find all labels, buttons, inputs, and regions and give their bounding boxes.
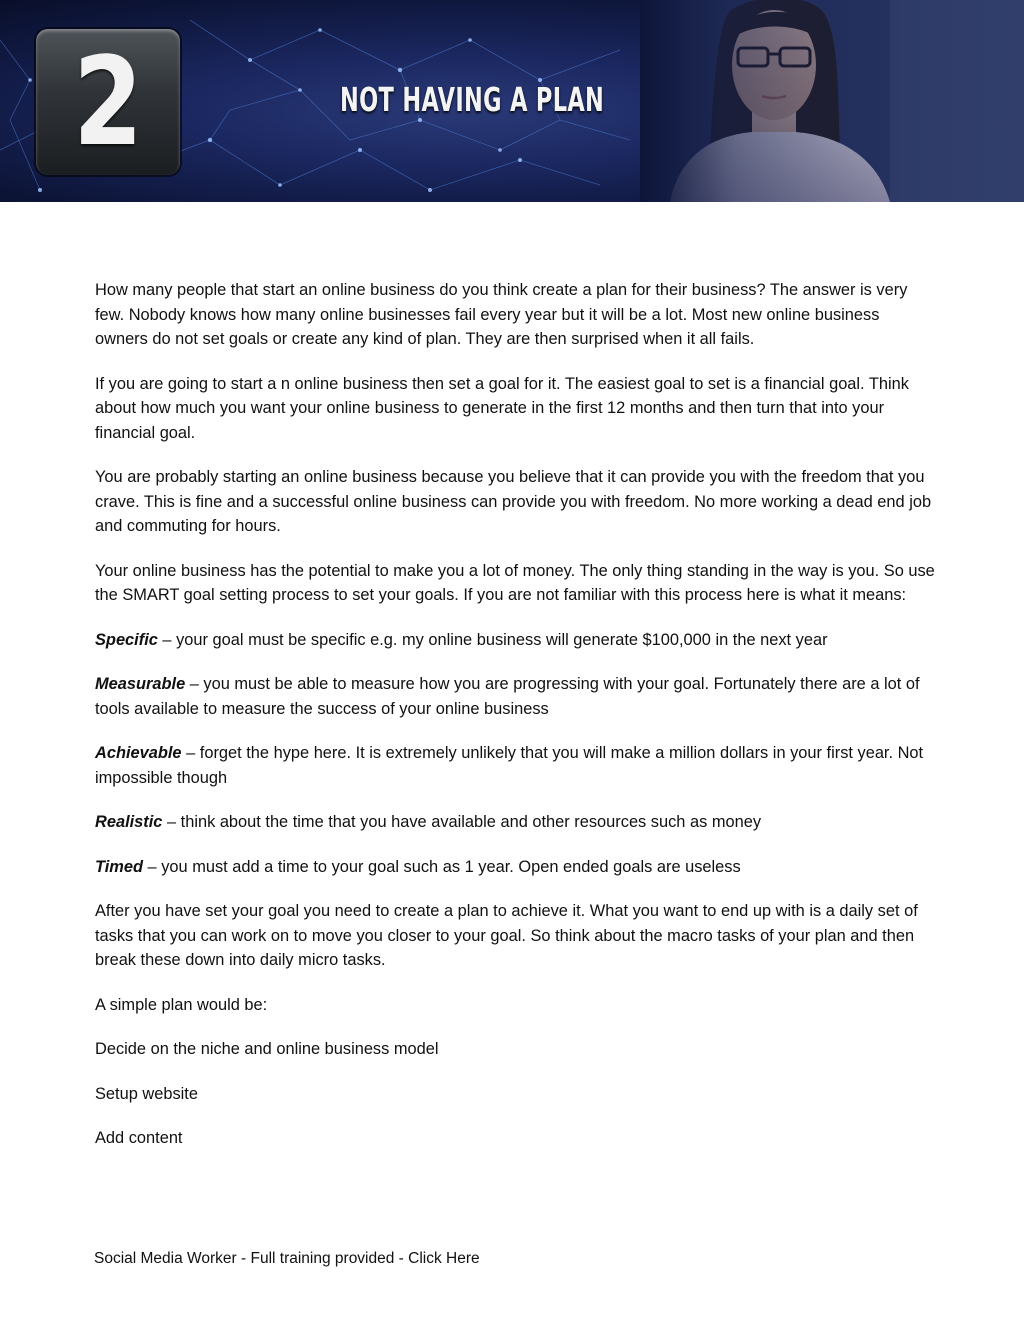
smart-description: – forget the hype here. It is extremely unlikely that you will make a million dollars in your first year. Not impossible though	[95, 744, 924, 787]
smart-term: Specific	[95, 630, 158, 649]
paragraph: Your online business has the potential to make you a lot of money. The only thing standing in the way is you. So use the SMART goal setting process to set your goals. If you are not familiar with this process here is what it means:	[95, 561, 935, 604]
plan-step: Add content	[95, 1129, 183, 1147]
smart-item-specific	[95, 628, 935, 653]
smart-item-timed	[95, 855, 935, 880]
banner-title: NOT HAVING A PLAN	[340, 80, 605, 119]
paragraph: How many people that start an online business do you think create a plan for their business? The answer is very few. Nobody knows how many online businesses fail every year but it will be a lot. Most new online business owners do not set goals or create any kind of plan. They are then surprised when it all fails.	[95, 281, 908, 348]
paragraph: After you have set your goal you need to create a plan to achieve it. What you want to end up with is a daily set of tasks that you can work on to move you closer to your goal. So think about the macro tasks of your plan and then break these down into daily micro tasks.	[95, 902, 918, 969]
smart-description: – you must add a time to your goal such as 1 year. Open ended goals are useless	[142, 857, 741, 876]
chapter-number-badge	[36, 29, 180, 175]
smart-term: Achievable	[95, 744, 182, 762]
woman-at-laptop-photo	[640, 0, 1024, 202]
plan-step: Setup website	[95, 1084, 198, 1103]
smart-item-realistic	[95, 810, 935, 835]
smart-term: Realistic	[95, 813, 163, 831]
smart-item-measurable	[95, 672, 935, 721]
paragraph: If you are going to start a n online business then set a goal for it. The easiest goal to set is a financial goal. Think about how much you want your online business to generate in the first 12 months and then turn that into your financial goal.	[95, 374, 909, 442]
smart-item-achievable	[95, 741, 935, 790]
plan-intro: A simple plan would be:	[95, 995, 268, 1014]
paragraph: You are probably starting an online business because you believe that it can provide you with the freedom that you crave. This is fine and a successful online business can provide you with freedom. No more working a dead end job and commuting for hours.	[95, 468, 932, 535]
smart-term: Timed	[95, 857, 143, 876]
header-banner	[0, 0, 1024, 202]
plan-step: Decide on the niche and online business model	[95, 1040, 439, 1058]
smart-description: – you must be able to measure how you are progressing with your goal. Fortunately there are a lot of tools available to measure the success of your online business	[95, 675, 920, 718]
footer-link[interactable]: Social Media Worker - Full training provided - Click Here	[94, 1250, 480, 1267]
smart-description: – your goal must be specific e.g. my online business will generate $100,000 in the next year	[157, 630, 828, 649]
chapter-number: 2	[73, 31, 143, 173]
article-body	[95, 278, 935, 1171]
smart-description: – think about the time that you have available and other resources such as money	[162, 813, 762, 831]
smart-term: Measurable	[95, 675, 186, 693]
